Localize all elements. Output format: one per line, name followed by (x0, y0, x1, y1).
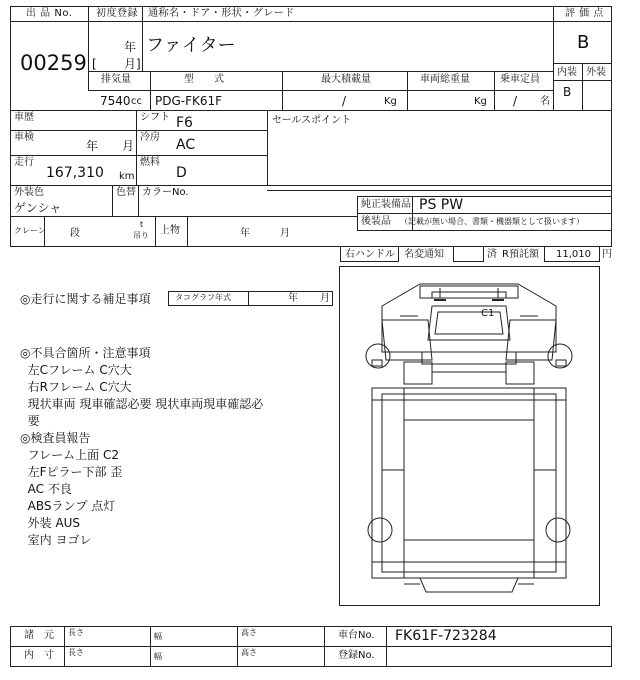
note-line: 左Fピラー下部 歪 (20, 465, 123, 479)
exterior-color-label: 外装色 (14, 187, 44, 198)
first-reg-label: 初度登録 (96, 8, 138, 19)
color-change-label: 色替 (116, 187, 136, 198)
history-label: 車歴 (14, 112, 34, 123)
note-line: 右Rフレーム C穴大 (20, 380, 132, 394)
inspection-month: 月 (122, 139, 135, 153)
recycle-unit: 円 (602, 249, 612, 260)
chassis-number: FK61F-723284 (395, 628, 497, 644)
aircon-value: AC (176, 137, 196, 153)
note-line: 左Cフレーム C穴大 (20, 363, 132, 377)
genuine-equip-value: PS PW (419, 197, 464, 213)
crane-stage-label: 段 (70, 228, 80, 239)
mileage-label: 走行 (14, 157, 34, 168)
body-month-label: 月 (280, 228, 290, 239)
gross-weight-unit: Kg (474, 96, 487, 107)
note-line: 現状車両 現車確認必要 現状車両現車確認必 (20, 397, 264, 411)
model-label: 型 式 (184, 74, 224, 85)
recycle-label: R預託額 (502, 249, 539, 260)
genuine-equip-label: 純正装備品 (361, 199, 411, 210)
tacho-month-label: 月 (320, 293, 330, 304)
interior-score: B (563, 85, 572, 99)
crane-ton-label: t (140, 220, 144, 229)
aftermarket-label: 後装品 (361, 216, 391, 227)
capacity-label: 乗車定員 (500, 74, 540, 85)
aftermarket-note: （記載が無い場合、書類・機器類として扱います） (400, 217, 584, 226)
displacement-value: 7540 (100, 94, 131, 108)
first-reg-month-label: 月 (124, 57, 137, 71)
score-label: 評 価 点 (565, 8, 604, 19)
max-load-label: 最大積載量 (321, 74, 371, 85)
registration-label: 登録No. (338, 650, 375, 661)
damage-code-c1: C1 (481, 308, 495, 319)
model-code: PDG-FK61F (155, 94, 223, 108)
fuel-value: D (176, 165, 187, 181)
note-line: 外装 AUS (20, 516, 81, 530)
inspection-label: 車検 (14, 132, 34, 143)
note-line: フレーム上面 C2 (20, 448, 119, 462)
displacement-unit: cc (131, 96, 142, 107)
bracket-close: ] (136, 57, 141, 71)
sales-point-label: セールスポイント (272, 115, 352, 126)
lot-number: 00259 (20, 51, 87, 75)
tacho-year-label: 年 (288, 293, 298, 304)
note-line: 要 (20, 414, 40, 428)
shift-value: F6 (176, 115, 193, 131)
dims-length-label: 長さ (68, 628, 84, 637)
inspection-year: 年 (86, 139, 99, 153)
body-year-label: 年 (240, 228, 250, 239)
shift-label: シフト (140, 112, 170, 123)
capacity-sep: / (513, 94, 518, 108)
max-load-unit: Kg (384, 96, 397, 107)
inner-length-label: 長さ (68, 648, 84, 657)
body-label: 上物 (160, 225, 180, 236)
first-reg-year-label: 年 (124, 40, 137, 54)
color-code-label: カラーNo. (142, 187, 189, 198)
car-name: ファイター (146, 35, 236, 56)
rhd-label: 右ハンドル (345, 249, 395, 260)
mileage-value: 167,310 (46, 165, 104, 181)
note-line: AC 不良 (20, 482, 72, 496)
tacho-label: タコグラフ年式 (175, 293, 231, 302)
lot-no-label: 出 品 No. (26, 8, 73, 19)
aircon-label: 冷房 (140, 132, 160, 143)
chassis-label: 車台No. (338, 630, 375, 641)
max-load-sep: / (342, 94, 347, 108)
bracket-open: [ (92, 57, 97, 71)
crane-label: クレーン (14, 226, 46, 235)
note-line: ◎検査員報告 (20, 431, 91, 445)
inner-height-label: 高さ (241, 648, 257, 657)
recycle-prefix: 済 (487, 249, 497, 260)
dims-width-label: 幅 (154, 632, 162, 641)
exterior-color-value: ゲンシャ (14, 201, 62, 215)
dims-label: 諸 元 (24, 630, 54, 641)
capacity-unit: 名 (540, 96, 550, 107)
note-line: ◎不具合箇所・注意事項 (20, 346, 151, 360)
fuel-label: 燃料 (140, 157, 160, 168)
crane-lift-label: 吊り (133, 231, 149, 240)
dims-height-label: 高さ (241, 628, 257, 637)
overall-score: B (577, 32, 590, 53)
interior-label: 内装 (557, 67, 577, 78)
recycle-amount: 11,010 (556, 249, 591, 260)
driving-notes-title: ◎走行に関する補足事項 (20, 292, 151, 306)
mileage-unit: km (119, 171, 135, 182)
inner-dims-label: 内 寸 (24, 650, 54, 661)
name-label: 通称名・ドア・形状・グレード (148, 8, 295, 19)
gross-weight-label: 車両総重量 (420, 74, 470, 85)
inner-width-label: 幅 (154, 652, 162, 661)
name-change-label: 名変通知 (404, 249, 444, 260)
displacement-label: 排気量 (101, 74, 131, 85)
note-line: ABSランプ 点灯 (20, 499, 116, 513)
note-line: 室内 ヨゴレ (20, 533, 92, 547)
exterior-label: 外装 (586, 67, 606, 78)
